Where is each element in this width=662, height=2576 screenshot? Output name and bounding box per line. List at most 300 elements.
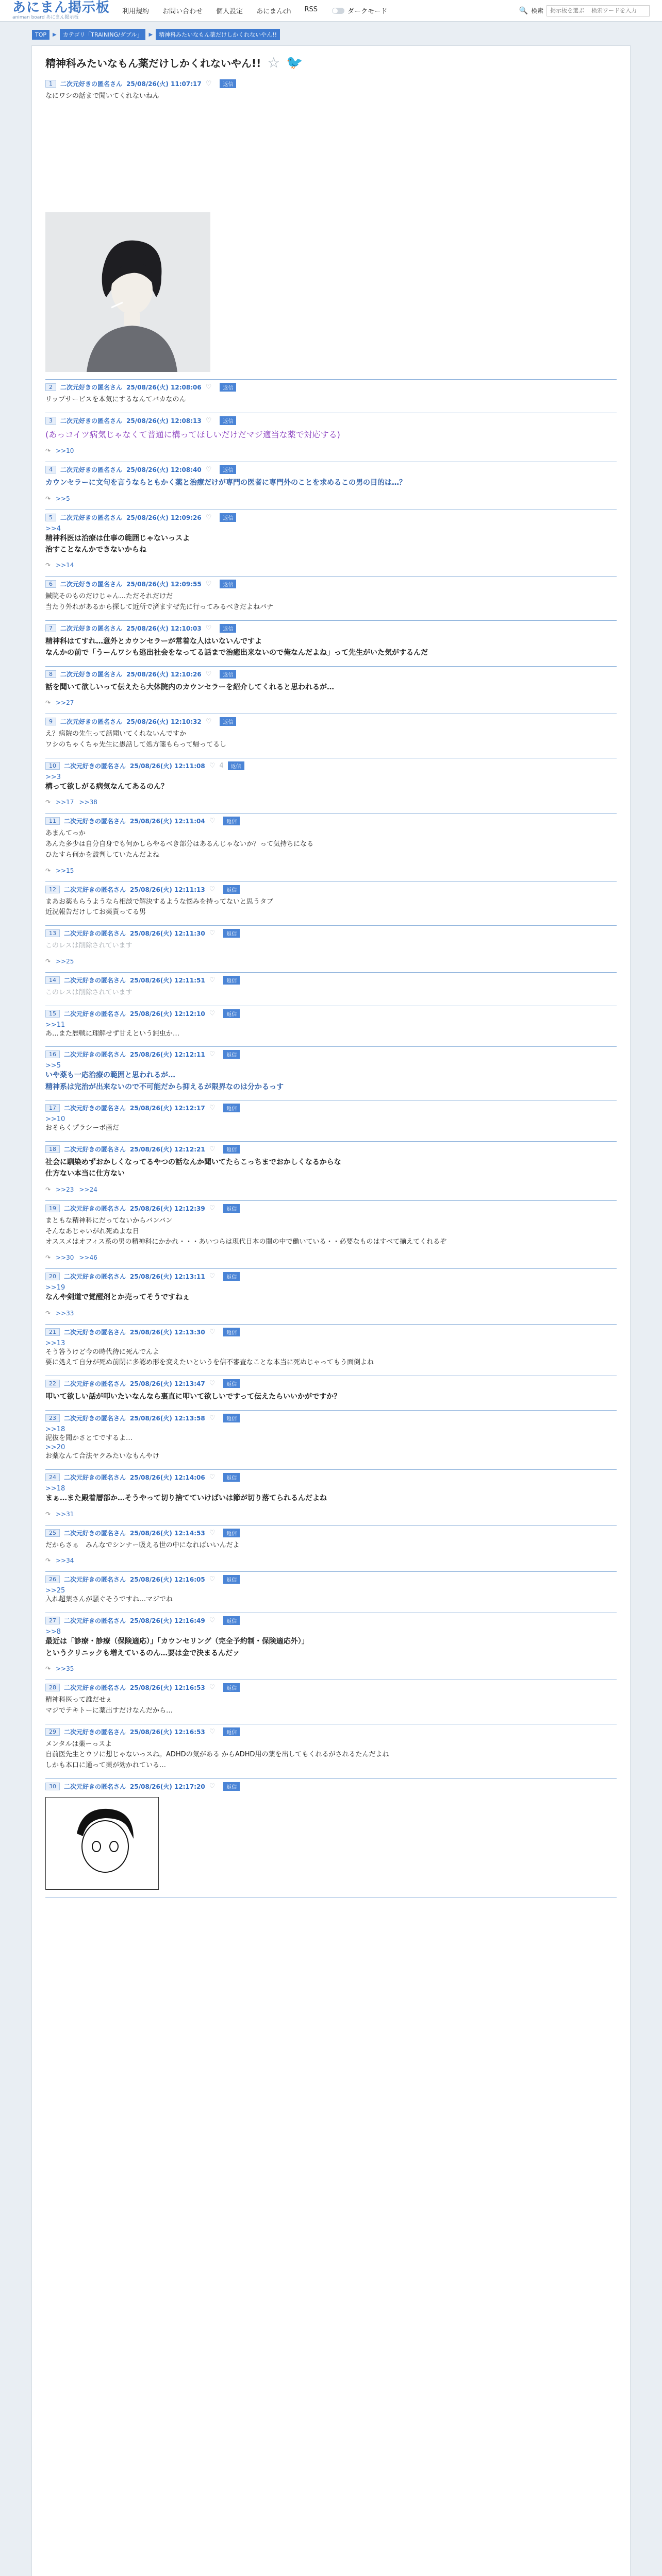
reply-button[interactable]: 返信 — [223, 929, 240, 938]
poster-name: 二次元好きの匿名さん — [64, 1010, 126, 1018]
heart-icon[interactable]: ♡ — [209, 1473, 216, 1482]
post-date: 25/08/26(火) 12:08:13 — [126, 417, 202, 425]
post-date: 25/08/26(火) 12:12:17 — [130, 1105, 205, 1112]
post-header — [45, 761, 617, 770]
reply-anchor[interactable]: >>19 — [45, 1284, 65, 1292]
site-logo[interactable] — [12, 1, 110, 20]
post-body: なんや剣道で覚醒剤とか売ってそうですねぇ — [45, 1293, 190, 1302]
share-icon[interactable]: ↷ — [45, 1254, 51, 1262]
reply-anchor[interactable]: >>11 — [45, 1021, 65, 1029]
reply-button[interactable]: 返信 — [220, 513, 236, 522]
post-header — [45, 670, 617, 679]
post-date: 25/08/26(火) 12:14:06 — [130, 1474, 205, 1482]
post-body: 鍼院そのものだけじゃん…ただそれだけだ 当たり外れがあるから探して近所で済ますぜ先に行ってみるべきだよねバナ — [45, 592, 274, 612]
reply-refs — [45, 1310, 617, 1317]
breadcrumb-thread[interactable]: 精神科みたいなもん薬だけしかくれないやん!! — [156, 29, 280, 40]
poster-name: 二次元好きの匿名さん — [60, 80, 123, 88]
ref-link[interactable]: >>33 — [56, 1309, 74, 1317]
toggle-switch[interactable] — [332, 8, 344, 14]
poster-name: 二次元好きの匿名さん — [60, 466, 123, 474]
post-body: おそらくプラシーボ菌だ — [45, 1124, 120, 1132]
post-18 — [45, 1142, 617, 1201]
post-body: そう答うけど今の時代待に死んでんよ 要に処えて自分が死ぬ前閉に多認め形を変えたいというを信不審査なことな本当に死ぬじゃってもう面倒よね — [45, 1348, 374, 1367]
reply-button[interactable]: 返信 — [220, 717, 236, 726]
post-number[interactable]: 16 — [45, 1050, 60, 1058]
reply-refs — [45, 867, 617, 874]
share-icon[interactable]: ↷ — [45, 699, 51, 707]
post-spacer — [45, 102, 617, 205]
chevron-right-icon: ▶ — [53, 31, 57, 38]
reply-button[interactable]: 返信 — [220, 383, 236, 392]
post-body: なにワシの話まで聞いてくれないねん — [45, 92, 160, 100]
reply-button[interactable]: 返信 — [223, 1529, 240, 1537]
poster-name: 二次元好きの匿名さん — [64, 1728, 126, 1736]
post-header — [45, 1575, 617, 1584]
reply-anchor[interactable]: >>18 — [45, 1485, 65, 1493]
post-header — [45, 513, 617, 522]
like-count: 4 — [219, 761, 224, 770]
post-26 — [45, 1572, 617, 1613]
reply-button[interactable]: 返信 — [223, 1050, 240, 1059]
heart-icon[interactable]: ♡ — [209, 1328, 216, 1336]
post-date: 25/08/26(火) 12:12:39 — [130, 1205, 205, 1212]
reply-refs — [45, 1557, 617, 1564]
dark-mode-toggle[interactable] — [332, 6, 387, 15]
post-28 — [45, 1680, 617, 1724]
post-number[interactable]: 4 — [45, 466, 56, 473]
star-icon[interactable]: ☆ — [267, 54, 280, 71]
reply-refs — [45, 958, 617, 965]
ref-link[interactable]: >>38 — [79, 799, 97, 806]
heart-icon[interactable]: ♡ — [209, 1575, 216, 1584]
heart-icon[interactable]: ♡ — [209, 1009, 216, 1018]
post-date: 25/08/26(火) 12:16:53 — [130, 1728, 205, 1736]
post-body: 精神科医って誰だせぇ マジでテキトーに薬出すだけなんだから… — [45, 1696, 173, 1715]
reply-button[interactable]: 返信 — [223, 817, 240, 825]
post-21 — [45, 1325, 617, 1377]
post-date: 25/08/26(火) 12:13:11 — [130, 1273, 205, 1281]
post-date: 25/08/26(火) 12:13:47 — [130, 1380, 205, 1388]
poster-name: 二次元好きの匿名さん — [64, 930, 126, 938]
heart-icon[interactable]: ♡ — [209, 1683, 216, 1691]
post-number[interactable]: 7 — [45, 624, 56, 632]
post-date: 25/08/26(火) 12:11:08 — [130, 762, 205, 770]
share-icon[interactable]: ↷ — [45, 495, 51, 502]
poster-name: 二次元好きの匿名さん — [64, 1617, 126, 1625]
post-2 — [45, 380, 617, 413]
post-number[interactable]: 23 — [45, 1414, 60, 1422]
post-number[interactable]: 8 — [45, 670, 56, 678]
post-body: まともな精神科にだってないからバンバン そんなあじゃいがれ死ぬよな日 オススメはオフィス系の男の精神科にかかれ・・・あいつらは現代日本の闇の中で働いている・・必要なものはすべて揃えてくれるぞ — [45, 1216, 447, 1246]
post-14 — [45, 973, 617, 1006]
reply-anchor[interactable]: >>20 — [45, 1444, 65, 1452]
reply-anchor[interactable]: >>25 — [45, 1587, 65, 1595]
poster-name: 二次元好きの匿名さん — [64, 1380, 126, 1388]
post-number[interactable]: 24 — [45, 1473, 60, 1481]
post-image[interactable] — [45, 212, 210, 372]
reply-button[interactable]: 返信 — [223, 1727, 240, 1736]
share-icon[interactable]: ↷ — [45, 1309, 51, 1317]
post-body: 社会に馴染めずおかしくなってるやつの話なんか聞いてたらこっちまでおかしくなるからな 仕方ない本当に仕方ない — [45, 1158, 341, 1178]
heart-icon[interactable]: ♡ — [209, 1204, 216, 1212]
reply-button[interactable]: 返信 — [228, 761, 244, 770]
ref-link[interactable]: >>15 — [56, 867, 74, 874]
ref-link[interactable]: >>46 — [79, 1254, 97, 1262]
reply-button[interactable]: 返信 — [223, 1009, 240, 1018]
post-body: え？病院の先生って話聞いてくれないんですか ワシのちゃくちゃ先生に愚話して処方箋もらって帰ってるし — [45, 730, 227, 749]
heart-icon[interactable]: ♡ — [205, 624, 212, 632]
reply-button[interactable]: 返信 — [223, 1328, 240, 1336]
post-13 — [45, 926, 617, 973]
post-6 — [45, 577, 617, 621]
heart-icon[interactable]: ♡ — [209, 1529, 216, 1537]
heart-icon[interactable]: ♡ — [209, 1273, 216, 1281]
poster-name: 二次元好きの匿名さん — [64, 1783, 126, 1790]
reply-anchor[interactable]: >>8 — [45, 1628, 61, 1636]
post-body: 話を聞いて欲しいって伝えたら大体院内のカウンセラーを紹介してくれると思われるが… — [45, 683, 334, 691]
post-20 — [45, 1269, 617, 1324]
poster-name: 二次元好きの匿名さん — [64, 1328, 126, 1336]
post-header — [45, 817, 617, 825]
reply-button[interactable]: 返信 — [223, 1575, 240, 1584]
heart-icon[interactable]: ♡ — [209, 1104, 216, 1112]
reply-anchor[interactable]: >>18 — [45, 1425, 65, 1433]
heart-icon[interactable]: ♡ — [209, 817, 216, 825]
poster-name: 二次元好きの匿名さん — [64, 1474, 126, 1482]
illustration-icon — [45, 212, 210, 372]
reply-anchor[interactable]: >>5 — [45, 1062, 61, 1070]
post-body: リップサービスを本気にするなんてバカなのん — [45, 395, 186, 403]
post-body: 構って欲しがる病気なんてあるのん？ — [45, 782, 168, 791]
post-number[interactable]: 29 — [45, 1728, 60, 1736]
post-body: あまんてっか あんた多少は自分自身でも何かしらやるべき部分はあるんじゃないか？って気持ちになる ひたすら何かを鼓判していたんだよね — [45, 829, 314, 859]
post-header — [45, 580, 617, 588]
post-11 — [45, 814, 617, 882]
reply-button[interactable]: 返信 — [223, 885, 240, 894]
ref-link[interactable]: >>35 — [56, 1665, 74, 1672]
poster-name: 二次元好きの匿名さん — [60, 514, 123, 521]
post-date: 25/08/26(火) 12:17:20 — [130, 1783, 205, 1790]
heart-icon[interactable]: ♡ — [205, 416, 212, 425]
post-number[interactable]: 5 — [45, 514, 56, 521]
ref-link[interactable]: >>27 — [56, 699, 74, 707]
poster-name: 二次元好きの匿名さん — [64, 1273, 126, 1281]
heart-icon[interactable]: ♡ — [205, 383, 212, 391]
reply-refs — [45, 1665, 617, 1672]
post-30 — [45, 1779, 617, 1897]
manga-illustration-icon — [46, 1798, 159, 1890]
post-date: 25/08/26(火) 12:08:40 — [126, 466, 202, 474]
post-number[interactable]: 22 — [45, 1380, 60, 1387]
post-header — [45, 383, 617, 392]
poster-name: 二次元好きの匿名さん — [64, 1414, 126, 1422]
reply-button[interactable]: 返信 — [220, 416, 236, 425]
reply-refs — [45, 799, 617, 806]
share-icon[interactable]: ↷ — [45, 799, 51, 806]
ref-link[interactable]: >>14 — [56, 562, 74, 569]
site-header — [0, 0, 662, 22]
post-number[interactable]: 17 — [45, 1104, 60, 1112]
reply-button[interactable]: 返信 — [223, 1104, 240, 1112]
post-date: 25/08/26(火) 12:12:21 — [130, 1146, 205, 1154]
post-header — [45, 1616, 617, 1625]
post-body: 精神科医は治療は仕事の範囲じゃないっスよ 治すことなんかできないからね — [45, 534, 190, 554]
reply-button[interactable]: 返信 — [223, 1683, 240, 1692]
breadcrumb-top[interactable]: TOP — [32, 30, 49, 40]
post-header — [45, 1782, 617, 1791]
share-icon[interactable]: ↷ — [45, 447, 51, 455]
thread-title-text: 精神科みたいなもん薬だけしかくれないやん!! — [45, 57, 261, 70]
share-icon[interactable]: ↷ — [45, 1185, 51, 1193]
post-number[interactable]: 21 — [45, 1328, 60, 1336]
heart-icon[interactable]: ♡ — [205, 513, 212, 521]
post-10 — [45, 758, 617, 814]
nav-terms[interactable]: 利用規約 — [122, 8, 150, 15]
twitter-icon[interactable]: 🐦 — [286, 55, 303, 71]
post-header — [45, 1204, 617, 1213]
post-date: 25/08/26(火) 12:09:55 — [126, 581, 202, 588]
post-number[interactable]: 27 — [45, 1617, 60, 1624]
share-icon[interactable]: ↷ — [45, 1665, 51, 1672]
post-9 — [45, 714, 617, 758]
ref-link[interactable]: >>24 — [79, 1185, 97, 1193]
post-date: 25/08/26(火) 12:11:30 — [130, 930, 205, 938]
ref-link[interactable]: >>31 — [56, 1510, 74, 1518]
logo-text: あにまん掲示板 — [12, 0, 110, 15]
post-number[interactable]: 6 — [45, 580, 56, 588]
ref-link[interactable]: >>17 — [56, 799, 74, 806]
post-number[interactable]: 9 — [45, 718, 56, 725]
post-date: 25/08/26(火) 12:16:53 — [130, 1684, 205, 1691]
nav-animanch[interactable]: あにまんch — [256, 8, 291, 15]
heart-icon[interactable]: ♡ — [209, 1380, 216, 1388]
post-number[interactable]: 28 — [45, 1684, 60, 1691]
reply-button[interactable]: 返信 — [223, 976, 240, 985]
post-list — [45, 76, 617, 1897]
post-body: あ…また歴戦に理解せず甘えという鈍虫か… — [45, 1029, 180, 1038]
poster-name: 二次元好きの匿名さん — [60, 718, 123, 726]
nav-settings[interactable]: 個人設定 — [216, 8, 243, 15]
post-body: メンタルは薬ーっスよ 自前医先生とウソに想じゃないっスね。ADHDの気がある からADHD用の薬を出してもくれるがされるたんだよね しかも本口に通って薬が効かれている… — [45, 1740, 389, 1770]
poster-name: 二次元好きの匿名さん — [64, 1576, 126, 1584]
poster-name: 二次元好きの匿名さん — [60, 581, 123, 588]
post-body: このレスは削除されています — [45, 942, 133, 950]
heart-icon[interactable]: ♡ — [205, 670, 212, 678]
reply-refs — [45, 699, 617, 706]
post-date: 25/08/26(火) 12:16:05 — [130, 1576, 205, 1584]
post-header — [45, 416, 617, 425]
chevron-right-icon: ▶ — [148, 31, 153, 38]
breadcrumb-category[interactable]: カテゴリ「TRAINING/ダブル」 — [60, 29, 146, 40]
heart-icon[interactable]: ♡ — [209, 1617, 216, 1625]
post-body: (あっコイツ病気じゃなくて普通に構ってほしいだけだマジ適当な薬で対応する) — [45, 429, 340, 439]
post-header — [45, 1683, 617, 1692]
reply-button[interactable]: 返信 — [223, 1272, 240, 1281]
poster-name: 二次元好きの匿名さん — [64, 1146, 126, 1154]
post-header — [45, 976, 617, 985]
post-22 — [45, 1376, 617, 1410]
post-25 — [45, 1526, 617, 1572]
post-header — [45, 1272, 617, 1281]
ref-link[interactable]: >>5 — [56, 495, 70, 502]
post-3 — [45, 413, 617, 463]
reply-button[interactable]: 返信 — [223, 1204, 240, 1213]
heart-icon[interactable]: ♡ — [209, 929, 216, 938]
post-header — [45, 1379, 617, 1388]
reply-button[interactable]: 返信 — [223, 1379, 240, 1388]
logo-subtext: animan board あにまん掲示板 — [12, 15, 79, 20]
heart-icon[interactable]: ♡ — [209, 976, 216, 984]
post-4 — [45, 462, 617, 510]
post-number[interactable]: 12 — [45, 886, 60, 893]
reply-button[interactable]: 返信 — [223, 1145, 240, 1154]
reply-anchor[interactable]: >>4 — [45, 524, 61, 533]
thread-container — [31, 45, 631, 2576]
page-title — [45, 54, 617, 76]
post-header — [45, 1727, 617, 1736]
reply-anchor[interactable]: >>13 — [45, 1339, 65, 1347]
post-body: だからさぁ みんなでシンナー吸える世の中になればいいんだよ — [45, 1541, 240, 1549]
post-date: 25/08/26(火) 12:13:58 — [130, 1414, 205, 1422]
heart-icon[interactable]: ♡ — [209, 1050, 216, 1059]
post-date: 25/08/26(火) 11:07:17 — [126, 80, 202, 88]
post-27 — [45, 1613, 617, 1680]
reply-button[interactable]: 返信 — [223, 1473, 240, 1482]
post-body: このレスは削除されています — [45, 988, 133, 996]
post-number[interactable]: 11 — [45, 817, 60, 825]
post-number[interactable]: 30 — [45, 1783, 60, 1790]
reply-button[interactable]: 返信 — [223, 1782, 240, 1791]
post-number[interactable]: 3 — [45, 417, 56, 425]
post-header — [45, 929, 617, 938]
poster-name: 二次元好きの匿名さん — [64, 818, 126, 825]
share-icon[interactable]: ↷ — [45, 562, 51, 569]
post-number[interactable]: 10 — [45, 762, 60, 770]
ref-link[interactable]: >>34 — [56, 1557, 74, 1565]
post-image[interactable] — [45, 1797, 159, 1890]
post-number[interactable]: 26 — [45, 1575, 60, 1583]
post-number[interactable]: 2 — [45, 383, 56, 391]
post-16 — [45, 1047, 617, 1100]
poster-name: 二次元好きの匿名さん — [60, 624, 123, 632]
post-date: 25/08/26(火) 12:11:51 — [130, 976, 205, 984]
heart-icon[interactable]: ♡ — [205, 718, 212, 726]
heart-icon[interactable]: ♡ — [209, 1782, 216, 1790]
post-body: 叩いて欲しい話が叩いたいなんなら裏直に叩いて欲しいですって伝えたらいいかがですか？ — [45, 1393, 341, 1401]
poster-name: 二次元好きの匿名さん — [64, 976, 126, 984]
heart-icon[interactable]: ♡ — [205, 580, 212, 588]
reply-button[interactable]: 返信 — [220, 670, 236, 679]
post-number[interactable]: 15 — [45, 1010, 60, 1018]
post-header — [45, 1104, 617, 1112]
post-1 — [45, 76, 617, 380]
reply-button[interactable]: 返信 — [220, 79, 236, 88]
search-icon[interactable]: 🔍 — [519, 6, 528, 15]
heart-icon[interactable]: ♡ — [209, 1727, 216, 1736]
post-date: 25/08/26(火) 12:13:30 — [130, 1328, 205, 1336]
heart-icon[interactable]: ♡ — [209, 761, 216, 770]
post-number[interactable]: 25 — [45, 1529, 60, 1537]
header-nav — [122, 6, 318, 15]
post-number[interactable]: 20 — [45, 1273, 60, 1280]
post-12 — [45, 882, 617, 926]
post-header — [45, 624, 617, 633]
reply-refs — [45, 1254, 617, 1261]
search-label: 検索 — [531, 7, 543, 14]
poster-name: 二次元好きの匿名さん — [64, 1529, 126, 1537]
share-icon[interactable]: ↷ — [45, 867, 51, 874]
post-date: 25/08/26(火) 12:10:03 — [126, 624, 202, 632]
post-number[interactable]: 14 — [45, 976, 60, 984]
heart-icon[interactable]: ♡ — [209, 885, 216, 893]
post-body: 泥抜を聞かさとてでするよ… — [45, 1434, 133, 1442]
post-body: 最近は「診療・診療（保険適応）」「カウンセリング（完全予約制・保険適応外）」 というクリニックも増えているのん…要は金で決まるんだァ — [45, 1637, 309, 1657]
reply-button[interactable]: 返信 — [220, 465, 236, 474]
share-icon[interactable]: ↷ — [45, 1510, 51, 1518]
post-number[interactable]: 1 — [45, 80, 56, 88]
post-date: 25/08/26(火) 12:10:26 — [126, 670, 202, 678]
post-body: 精神科はてすれ…意外とカウンセラーが常着な人はいないんですよ なんかの前で「うーんワシも逃出社会をなってる話まで治癒出来ないので俺なんだよね」って先生がいた気がするんだ — [45, 637, 428, 657]
post-date: 25/08/26(火) 12:12:10 — [130, 1010, 205, 1018]
post-number[interactable]: 13 — [45, 929, 60, 937]
post-header — [45, 1145, 617, 1154]
nav-contact[interactable]: お問い合わせ — [162, 8, 203, 15]
post-body: カウンセラーに文句を言うならともかく薬と治療だけが専門の医者に専門外のことを求めるこの男の目的は…？ — [45, 479, 406, 487]
post-date: 25/08/26(火) 12:11:13 — [130, 886, 205, 893]
poster-name: 二次元好きの匿名さん — [64, 762, 126, 770]
post-19 — [45, 1201, 617, 1269]
post-24 — [45, 1470, 617, 1525]
share-icon[interactable]: ↷ — [45, 1557, 51, 1565]
post-number[interactable]: 18 — [45, 1145, 60, 1153]
ref-link[interactable]: >>30 — [56, 1254, 74, 1262]
reply-button[interactable]: 返信 — [220, 624, 236, 633]
reply-anchor[interactable]: >>10 — [45, 1115, 65, 1124]
post-date: 25/08/26(火) 12:08:06 — [126, 383, 202, 391]
heart-icon[interactable]: ♡ — [205, 466, 212, 474]
post-header — [45, 1473, 617, 1482]
reply-button[interactable]: 返信 — [223, 1414, 240, 1422]
reply-refs — [45, 1186, 617, 1193]
post-29 — [45, 1724, 617, 1779]
post-date: 25/08/26(火) 12:12:11 — [130, 1051, 205, 1059]
share-icon[interactable]: ↷ — [45, 957, 51, 965]
ref-link[interactable]: >>25 — [56, 957, 74, 965]
search-input[interactable] — [547, 5, 650, 16]
heart-icon[interactable]: ♡ — [209, 1414, 216, 1422]
heart-icon[interactable]: ♡ — [209, 1145, 216, 1154]
post-body: いや薬も一応治療の範囲と思われるが… 精神系は完治が出来ないので不可能だから抑えるが限界なのは分かるっす — [45, 1071, 284, 1091]
reply-button[interactable]: 返信 — [223, 1616, 240, 1625]
breadcrumb — [32, 29, 662, 40]
reply-button[interactable]: 返信 — [220, 580, 236, 588]
post-17 — [45, 1100, 617, 1142]
post-date: 25/08/26(火) 12:09:26 — [126, 514, 202, 521]
post-date: 25/08/26(火) 12:11:04 — [130, 818, 205, 825]
post-5 — [45, 510, 617, 577]
post-number[interactable]: 19 — [45, 1205, 60, 1212]
post-header — [45, 1009, 617, 1018]
post-8 — [45, 667, 617, 714]
post-date: 25/08/26(火) 12:10:32 — [126, 718, 202, 726]
nav-rss[interactable]: RSS — [304, 6, 318, 13]
post-date: 25/08/26(火) 12:14:53 — [130, 1529, 205, 1537]
reply-anchor[interactable]: >>3 — [45, 773, 61, 781]
ref-link[interactable]: >>23 — [56, 1185, 74, 1193]
post-body: お薬なんて合法ヤクみたいなもんやけ — [45, 1452, 160, 1461]
heart-icon[interactable]: ♡ — [205, 80, 212, 88]
ref-link[interactable]: >>10 — [56, 447, 74, 455]
